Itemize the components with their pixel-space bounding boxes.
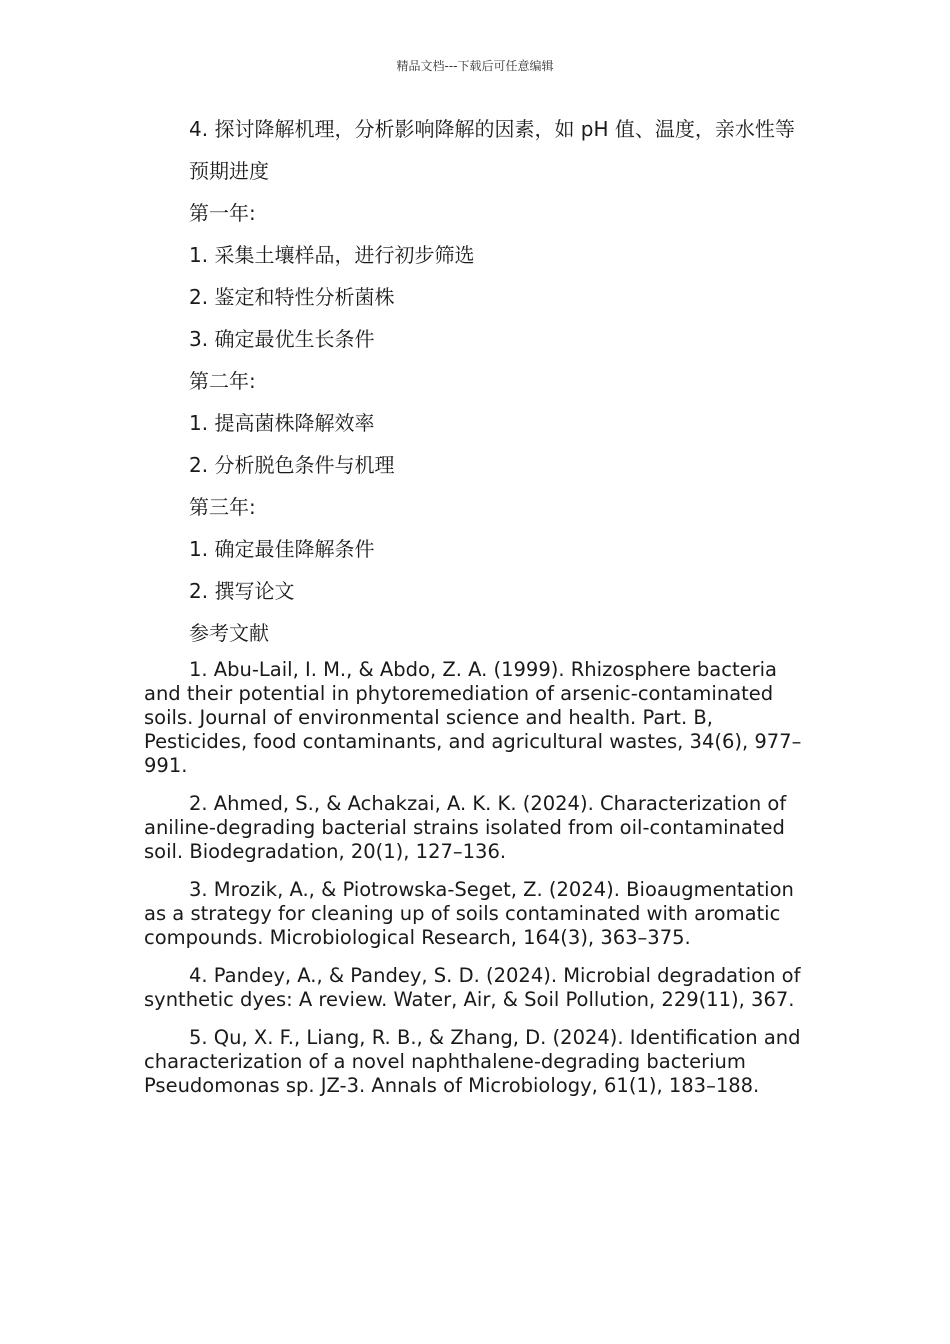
references-heading: 参考文献 (189, 621, 269, 645)
year2-item: 2. 分析脱色条件与机理 (189, 453, 395, 477)
reference-item: 5. Qu, X. F., Liang, R. B., & Zhang, D. (2024). Identification and characterization of a novel naphthalene-degrading bacterium Pseudomonas sp. JZ-3. Annals of Microbiology, 61(1), 183–188. (144, 1026, 801, 1097)
year1-item: 3. 确定最优生长条件 (189, 327, 375, 351)
year3-label: 第三年: (189, 495, 256, 519)
year1-item: 1. 采集土壤样品，进行初步筛选 (189, 243, 475, 267)
reference-item: 2. Ahmed, S., & Achakzai, A. K. K. (2024). Characterization of aniline-degrading bacterial strains isolated from oil-contaminated soil. Biodegradation, 20(1), 127–136. (144, 792, 787, 863)
year2-label: 第二年: (189, 369, 256, 393)
year3-item: 2. 撰写论文 (189, 579, 295, 603)
reference-item: 3. Mrozik, A., & Piotrowska-Seget, Z. (2024). Bioaugmentation as a strategy for cleaning up of soils contaminated with aromatic compounds. Microbiological Research, 164(3), 363–375. (144, 878, 794, 949)
reference-item: 1. Abu-Lail, I. M., & Abdo, Z. A. (1999). Rhizosphere bacteria and their potential in phytoremediation of arsenic-contaminated soils. Journal of environmental science and health. Part. B, Pesticides, food contaminants, and agricultural wastes, 34(6), 977–991. (144, 658, 802, 777)
reference-item: 4. Pandey, A., & Pandey, S. D. (2024). Microbial degradation of synthetic dyes: A review. Water, Air, & Soil Pollution, 229(11), 367. (144, 964, 801, 1011)
year1-item: 2. 鉴定和特性分析菌株 (189, 285, 395, 309)
research-point-4: 4. 探讨降解机理，分析影响降解的因素，如 pH 值、温度，亲水性等 (189, 117, 795, 141)
year2-item: 1. 提高菌株降解效率 (189, 411, 375, 435)
schedule-heading: 预期进度 (189, 159, 269, 183)
year3-item: 1. 确定最佳降解条件 (189, 537, 375, 561)
page-header: 精品文档---下载后可任意编辑 (396, 59, 554, 73)
document-body (144, 116, 804, 1112)
year1-label: 第一年: (189, 201, 256, 225)
